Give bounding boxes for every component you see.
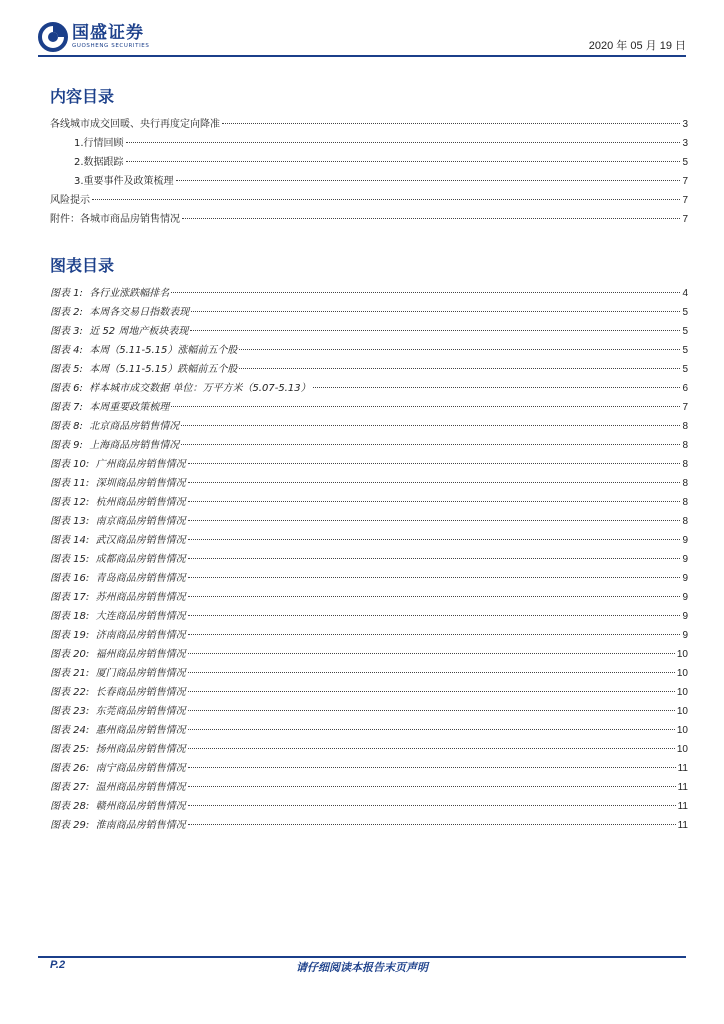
dot-leader bbox=[188, 710, 675, 711]
entry-title: 2.数据跟踪 bbox=[74, 157, 124, 168]
entry-page-number: 9 bbox=[682, 573, 688, 584]
logo-icon bbox=[38, 22, 68, 52]
entry-title: 图表 23: 东莞商品房销售情况 bbox=[50, 706, 186, 717]
entry-title: 图表 18: 大连商品房销售情况 bbox=[50, 611, 186, 622]
entry-page-number: 8 bbox=[682, 421, 688, 432]
entry-page-number: 11 bbox=[677, 820, 688, 831]
dot-leader bbox=[188, 596, 681, 597]
entry-page-number: 11 bbox=[677, 782, 688, 793]
entry-page-number: 8 bbox=[682, 516, 688, 527]
figure-entry[interactable] bbox=[50, 702, 688, 721]
figure-entry[interactable] bbox=[50, 303, 688, 322]
entry-page-number: 5 bbox=[682, 307, 688, 318]
dot-leader bbox=[188, 577, 681, 578]
dot-leader bbox=[222, 123, 680, 124]
entry-title: 图表 25: 扬州商品房销售情况 bbox=[50, 744, 186, 755]
dot-leader bbox=[176, 180, 681, 181]
contents-list bbox=[50, 115, 688, 229]
figure-entry[interactable] bbox=[50, 436, 688, 455]
figure-entry[interactable] bbox=[50, 493, 688, 512]
dot-leader bbox=[188, 729, 675, 730]
figure-entry[interactable] bbox=[50, 683, 688, 702]
figure-entry[interactable] bbox=[50, 322, 688, 341]
entry-title: 图表 28: 赣州商品房销售情况 bbox=[50, 801, 186, 812]
disclaimer-note: 请仔细阅读本报告末页声明 bbox=[296, 961, 428, 974]
entry-title: 图表 29: 淮南商品房销售情况 bbox=[50, 820, 186, 831]
entry-title: 图表 19: 济南商品房销售情况 bbox=[50, 630, 186, 641]
dot-leader bbox=[188, 634, 681, 635]
figure-entry[interactable] bbox=[50, 474, 688, 493]
figures-list bbox=[50, 284, 688, 835]
dot-leader bbox=[190, 330, 680, 331]
dot-leader bbox=[181, 425, 680, 426]
figure-entry[interactable] bbox=[50, 721, 688, 740]
logo-name-cn: 国盛证券 bbox=[72, 23, 144, 43]
contents-entry[interactable] bbox=[50, 153, 688, 172]
entry-page-number: 9 bbox=[682, 630, 688, 641]
figure-entry[interactable] bbox=[50, 360, 688, 379]
entry-page-number: 10 bbox=[676, 725, 688, 736]
figure-entry[interactable] bbox=[50, 569, 688, 588]
entry-page-number: 9 bbox=[682, 611, 688, 622]
entry-title: 图表 1: 各行业涨跌幅排名 bbox=[50, 288, 170, 299]
figure-entry[interactable] bbox=[50, 398, 688, 417]
entry-page-number: 7 bbox=[682, 402, 688, 413]
entry-page-number: 7 bbox=[682, 195, 688, 206]
entry-title: 各线城市成交回暖、央行再度定向降准 bbox=[50, 119, 220, 130]
entry-title: 附件：各城市商品房销售情况 bbox=[50, 214, 180, 225]
entry-page-number: 8 bbox=[682, 497, 688, 508]
entry-page-number: 3 bbox=[682, 138, 688, 149]
entry-page-number: 7 bbox=[682, 214, 688, 225]
entry-title: 图表 6: 样本城市成交数据 单位：万平方米（5.07-5.13） bbox=[50, 383, 311, 394]
dot-leader bbox=[188, 463, 681, 464]
entry-page-number: 6 bbox=[682, 383, 688, 394]
entry-title: 图表 14: 武汉商品房销售情况 bbox=[50, 535, 186, 546]
dot-leader bbox=[126, 161, 681, 162]
entry-title: 图表 9: 上海商品房销售情况 bbox=[50, 440, 180, 451]
entry-page-number: 5 bbox=[682, 345, 688, 356]
entry-page-number: 8 bbox=[682, 478, 688, 489]
entry-title: 图表 22: 长春商品房销售情况 bbox=[50, 687, 186, 698]
entry-title: 图表 3: 近 52 周地产板块表现 bbox=[50, 326, 189, 337]
entry-page-number: 10 bbox=[676, 649, 688, 660]
contents-entry[interactable] bbox=[50, 172, 688, 191]
entry-page-number: 10 bbox=[676, 706, 688, 717]
dot-leader bbox=[188, 558, 681, 559]
entry-page-number: 5 bbox=[682, 326, 688, 337]
entry-page-number: 10 bbox=[676, 687, 688, 698]
figure-entry[interactable] bbox=[50, 626, 688, 645]
figures-title: 图表目录 bbox=[50, 256, 115, 275]
figure-entry[interactable] bbox=[50, 797, 688, 816]
figure-entry[interactable] bbox=[50, 664, 688, 683]
figure-entry[interactable] bbox=[50, 740, 688, 759]
logo-name-en: GUOSHENG SECURITIES bbox=[72, 43, 150, 49]
dot-leader bbox=[92, 199, 680, 200]
entry-page-number: 9 bbox=[682, 592, 688, 603]
dot-leader bbox=[181, 444, 680, 445]
entry-title: 图表 27: 温州商品房销售情况 bbox=[50, 782, 186, 793]
dot-leader bbox=[188, 482, 681, 483]
entry-title: 图表 15: 成都商品房销售情况 bbox=[50, 554, 186, 565]
entry-title: 图表 5: 本周（5.11-5.15）跌幅前五个股 bbox=[50, 364, 238, 375]
figure-entry[interactable] bbox=[50, 759, 688, 778]
company-logo bbox=[38, 22, 149, 52]
entry-title: 图表 8: 北京商品房销售情况 bbox=[50, 421, 180, 432]
entry-title: 图表 26: 南宁商品房销售情况 bbox=[50, 763, 186, 774]
entry-title: 图表 21: 厦门商品房销售情况 bbox=[50, 668, 186, 679]
entry-page-number: 10 bbox=[676, 668, 688, 679]
dot-leader bbox=[239, 349, 680, 350]
entry-page-number: 7 bbox=[682, 176, 688, 187]
dot-leader bbox=[171, 292, 680, 293]
entry-page-number: 8 bbox=[682, 440, 688, 451]
figure-entry[interactable] bbox=[50, 455, 688, 474]
dot-leader bbox=[188, 805, 676, 806]
dot-leader bbox=[191, 311, 680, 312]
entry-page-number: 11 bbox=[677, 801, 688, 812]
entry-page-number: 11 bbox=[677, 763, 688, 774]
figure-entry[interactable] bbox=[50, 607, 688, 626]
page-number: P.2 bbox=[50, 959, 66, 971]
entry-title: 图表 2: 本周各交易日指数表现 bbox=[50, 307, 190, 318]
footer-divider bbox=[38, 956, 686, 958]
entry-title: 图表 20: 福州商品房销售情况 bbox=[50, 649, 186, 660]
dot-leader bbox=[188, 501, 681, 502]
report-date: 2020 年 05 月 19 日 bbox=[588, 40, 686, 52]
dot-leader bbox=[188, 824, 676, 825]
entry-page-number: 5 bbox=[682, 157, 688, 168]
dot-leader bbox=[126, 142, 681, 143]
entry-title: 3.重要事件及政策梳理 bbox=[74, 176, 174, 187]
contents-title: 内容目录 bbox=[50, 87, 115, 106]
dot-leader bbox=[182, 218, 680, 219]
figure-entry[interactable] bbox=[50, 379, 688, 398]
figure-entry[interactable] bbox=[50, 550, 688, 569]
dot-leader bbox=[313, 387, 681, 388]
figure-entry[interactable] bbox=[50, 531, 688, 550]
entry-title: 图表 11: 深圳商品房销售情况 bbox=[50, 478, 186, 489]
figure-entry[interactable] bbox=[50, 284, 688, 303]
entry-page-number: 4 bbox=[682, 288, 688, 299]
entry-page-number: 3 bbox=[682, 119, 688, 130]
dot-leader bbox=[188, 672, 675, 673]
dot-leader bbox=[188, 520, 681, 521]
entry-title: 图表 17: 苏州商品房销售情况 bbox=[50, 592, 186, 603]
entry-title: 图表 16: 青岛商品房销售情况 bbox=[50, 573, 186, 584]
entry-page-number: 5 bbox=[682, 364, 688, 375]
entry-page-number: 10 bbox=[676, 744, 688, 755]
contents-entry[interactable] bbox=[50, 191, 688, 210]
entry-title: 图表 24: 惠州商品房销售情况 bbox=[50, 725, 186, 736]
dot-leader bbox=[188, 615, 681, 616]
header-divider bbox=[38, 55, 686, 57]
figure-entry[interactable] bbox=[50, 341, 688, 360]
dot-leader bbox=[188, 539, 681, 540]
figure-entry[interactable] bbox=[50, 417, 688, 436]
dot-leader bbox=[188, 691, 675, 692]
entry-title: 图表 7: 本周重要政策梳理 bbox=[50, 402, 170, 413]
entry-page-number: 9 bbox=[682, 554, 688, 565]
entry-title: 图表 12: 杭州商品房销售情况 bbox=[50, 497, 186, 508]
entry-title: 图表 4: 本周（5.11-5.15）涨幅前五个股 bbox=[50, 345, 238, 356]
entry-page-number: 8 bbox=[682, 459, 688, 470]
dot-leader bbox=[239, 368, 680, 369]
entry-title: 图表 10: 广州商品房销售情况 bbox=[50, 459, 186, 470]
contents-entry[interactable] bbox=[50, 210, 688, 229]
contents-entry[interactable] bbox=[50, 134, 688, 153]
page-header bbox=[38, 18, 686, 56]
dot-leader bbox=[188, 786, 676, 787]
figure-entry[interactable] bbox=[50, 512, 688, 531]
dot-leader bbox=[188, 653, 675, 654]
dot-leader bbox=[188, 748, 675, 749]
dot-leader bbox=[188, 767, 676, 768]
dot-leader bbox=[171, 406, 680, 407]
entry-page-number: 9 bbox=[682, 535, 688, 546]
figure-entry[interactable] bbox=[50, 588, 688, 607]
figure-entry[interactable] bbox=[50, 645, 688, 664]
entry-title: 1.行情回顾 bbox=[74, 138, 124, 149]
entry-title: 图表 13: 南京商品房销售情况 bbox=[50, 516, 186, 527]
entry-title: 风险提示 bbox=[50, 195, 90, 206]
figure-entry[interactable] bbox=[50, 778, 688, 797]
figure-entry[interactable] bbox=[50, 816, 688, 835]
contents-entry[interactable] bbox=[50, 115, 688, 134]
